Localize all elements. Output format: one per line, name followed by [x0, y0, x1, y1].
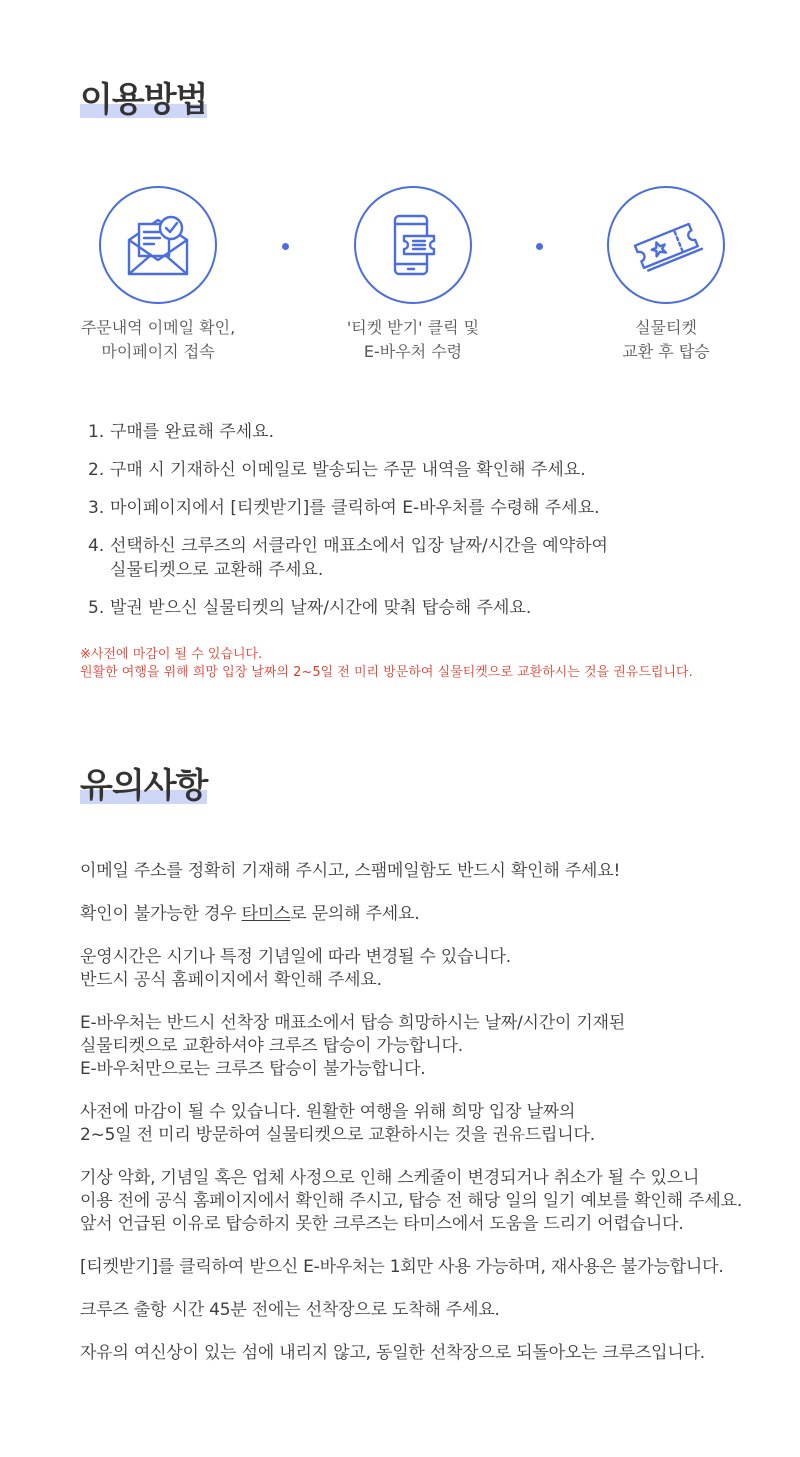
list-text: 발권 받으신 실물티켓의 날짜/시간에 맞춰 탑승해 주세요. — [110, 598, 532, 618]
tamis-link[interactable]: 타미스 — [241, 904, 291, 924]
list-item — [88, 534, 768, 582]
instruction-list — [88, 420, 768, 634]
mobile-ticket-icon — [378, 210, 448, 280]
list-item — [88, 496, 768, 520]
cautions-list — [80, 860, 785, 1385]
list-item — [88, 458, 768, 482]
step-icon-circle — [354, 186, 472, 304]
step-ticket-receive — [303, 186, 523, 364]
step-email — [48, 186, 268, 364]
list-text: 구매 시 기재하신 이메일로 발송되는 주문 내역을 확인해 주세요. — [110, 460, 586, 480]
caution-paragraph: 기상 악화, 기념일 혹은 업체 사정으로 인해 스케줄이 변경되거나 취소가 될 수 있으니 이용 전에 공식 홈페이지에서 확인해 주시고, 탑승 전 해당 일의 일기 예보를 확인해 주세요. 앞서 언급된 이유로 탑승하지 못한 크루즈는 타미스에서 도움을 드리기 어렵습니다. — [80, 1168, 743, 1234]
list-number: 1. — [88, 422, 105, 442]
caution-text: 로 문의해 주세요. — [290, 904, 420, 924]
step-icon-circle — [99, 186, 217, 304]
list-item — [88, 596, 768, 620]
caution-text: 확인이 불가능한 경우 — [80, 904, 242, 924]
step-board — [556, 186, 776, 364]
step-caption: 실물티켓 교환 후 탑승 — [622, 318, 710, 361]
ticket-icon — [629, 210, 703, 280]
caution-paragraph: 크루즈 출항 시간 45분 전에는 선착장으로 도착해 주세요. — [80, 1300, 500, 1320]
step-caption: 주문내역 이메일 확인, 마이페이지 접속 — [80, 318, 236, 361]
warning-note: ※사전에 마감이 될 수 있습니다. — [80, 647, 263, 662]
step-separator-dot — [282, 243, 289, 250]
caution-paragraph: 자유의 여신상이 있는 섬에 내리지 않고, 동일한 선착장으로 되돌아오는 크루즈입니다. — [80, 1343, 706, 1363]
email-check-icon — [123, 210, 193, 280]
list-number: 3. — [88, 498, 105, 518]
caution-paragraph — [80, 903, 785, 926]
list-text: 선택하신 크루즈의 서클라인 매표소에서 입장 날짜/시간을 예약하여 실물티켓으로 교환해 주세요. — [110, 536, 608, 580]
list-item — [88, 420, 768, 444]
caution-paragraph: [티켓받기]를 클릭하여 받으신 E-바우처는 1회만 사용 가능하며, 재사용은 불가능합니다. — [80, 1257, 724, 1277]
step-separator-dot — [536, 243, 543, 250]
warning-note: 원활한 여행을 위해 희망 입장 날짜의 2~5일 전 미리 방문하여 실물티켓으로 교환하시는 것을 권유드립니다. — [80, 665, 693, 680]
list-number: 4. — [88, 536, 105, 556]
caution-paragraph: 이메일 주소를 정확히 기재해 주시고, 스팸메일함도 반드시 확인해 주세요! — [80, 861, 621, 881]
caution-paragraph: 운영시간은 시기나 특정 기념일에 따라 변경될 수 있습니다. 반드시 공식 홈페이지에서 확인해 주세요. — [80, 947, 511, 990]
caution-paragraph: 사전에 마감이 될 수 있습니다. 원활한 여행을 위해 희망 입장 날짜의 2~5일 전 미리 방문하여 실물티켓으로 교환하시는 것을 권유드립니다. — [80, 1102, 595, 1145]
warning-notes — [80, 646, 780, 682]
list-number: 5. — [88, 598, 105, 618]
cautions-heading — [80, 766, 207, 806]
step-caption: '티켓 받기' 클릭 및 E-바우처 수령 — [346, 318, 480, 361]
usage-steps — [0, 186, 800, 366]
usage-heading-text: 이용방법 — [80, 80, 208, 120]
list-text: 마이페이지에서 [티켓받기]를 클릭하여 E-바우처를 수령해 주세요. — [110, 498, 600, 518]
usage-heading — [80, 80, 207, 120]
caution-paragraph: E-바우처는 반드시 선착장 매표소에서 탑승 희망하시는 날짜/시간이 기재된 실물티켓으로 교환하셔야 크루즈 탑승이 가능합니다. E-바우처만으로는 크루즈 탑승이 불가능합니다. — [80, 1013, 626, 1079]
list-text: 구매를 완료해 주세요. — [110, 422, 275, 442]
step-icon-circle — [607, 186, 725, 304]
list-number: 2. — [88, 460, 105, 480]
cautions-heading-text: 유의사항 — [80, 766, 208, 806]
